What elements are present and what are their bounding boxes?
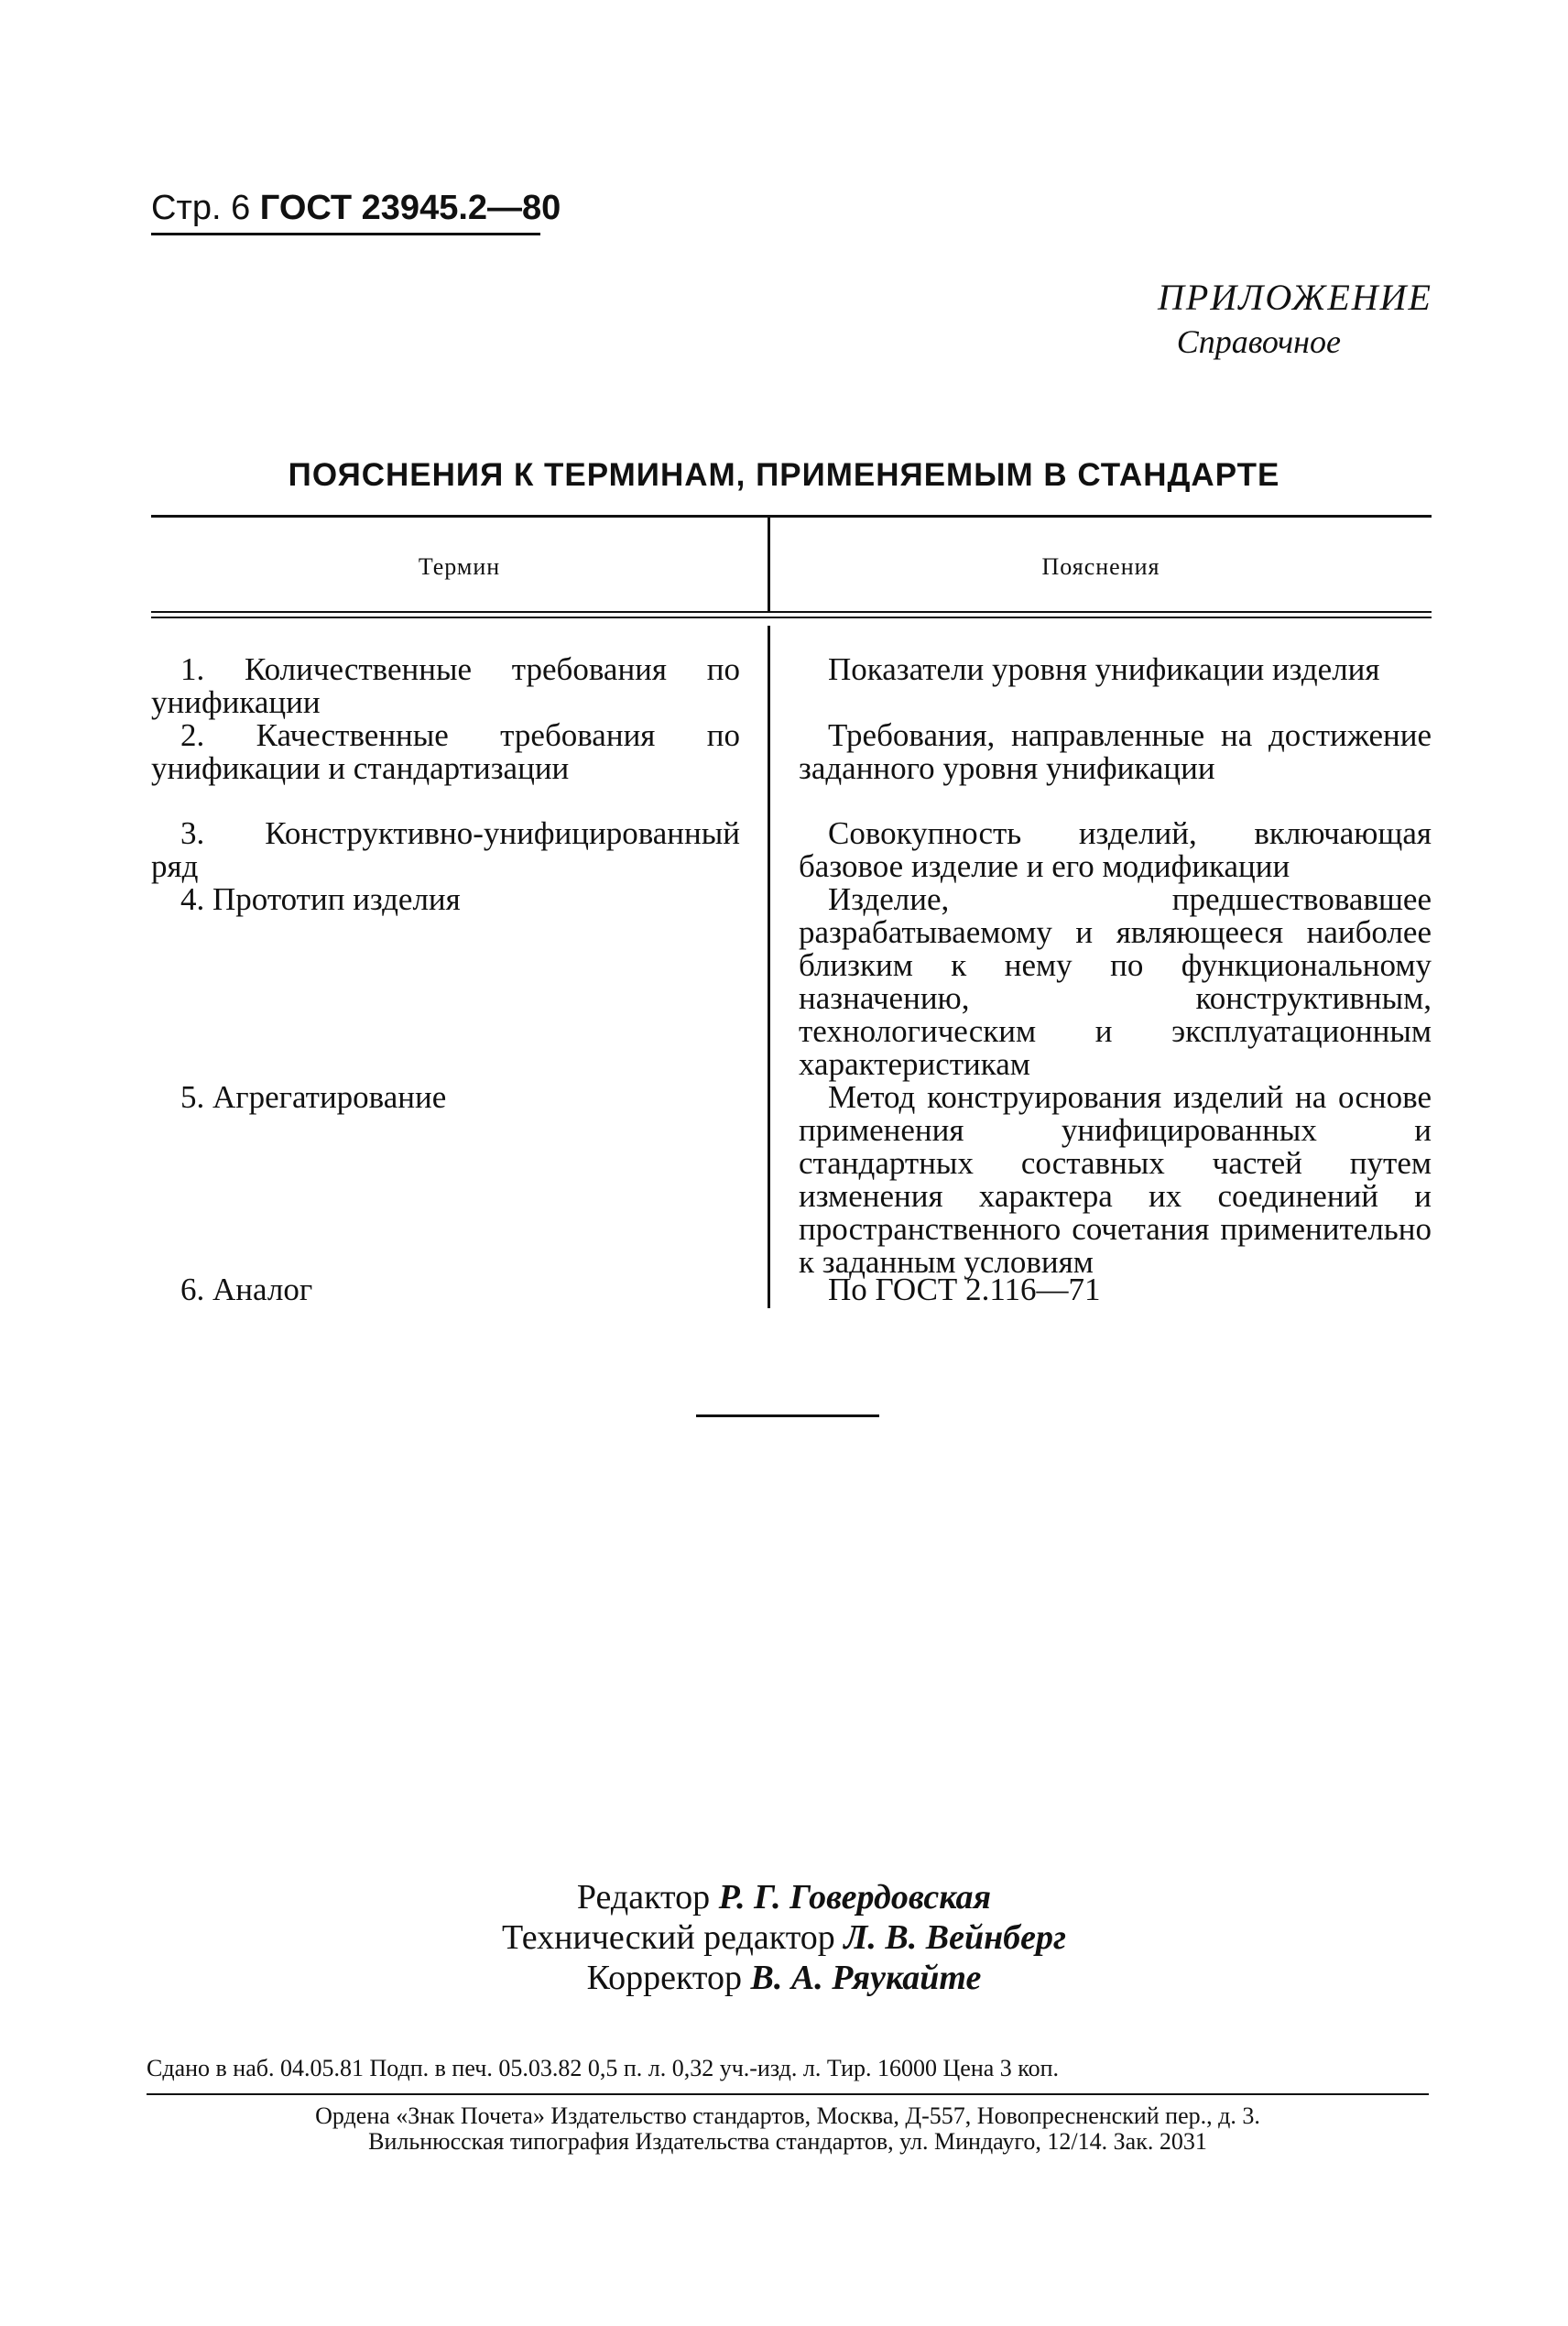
table-header-rule-lower <box>151 617 1432 618</box>
column-header-term: Термин <box>418 553 501 580</box>
table-row-explanation: По ГОСТ 2.116—71 <box>828 1272 1101 1307</box>
tech-editor-name: Л. В. Вейнберг <box>844 1918 1067 1957</box>
editor-label: Редактор <box>576 1878 711 1916</box>
table-row-term: 4. Прототип изделия <box>180 881 461 917</box>
table-row-explanation: Изделие, предшествовавшее разрабатываемому и являющееся наиболее близким к нему по функциональному назначению, конструктивным, технологическим и эксплуатационным характеристикам <box>799 881 1432 1082</box>
editor-line <box>0 1877 1568 1917</box>
header-rule <box>151 233 540 235</box>
table-header-rule-upper <box>151 611 1432 613</box>
table-row-term: 6. Аналог <box>180 1272 313 1307</box>
table-row-term: 5. Агрегатирование <box>180 1079 447 1115</box>
tech-editor-label: Технический редактор <box>501 1918 835 1957</box>
tech-editor-line <box>0 1917 1568 1958</box>
proofreader-label: Корректор <box>586 1959 743 1997</box>
imprint-publisher-line: Ордена «Знак Почета» Издательство стандартов, Москва, Д-557, Новопресненский пер., д. 3. <box>315 2102 1260 2129</box>
credits-block <box>0 1877 1568 1998</box>
table-top-rule <box>151 515 1432 518</box>
table-row-term: 3. Конструктивно-унифицированный ряд <box>151 815 740 884</box>
standard-number: ГОСТ 23945.2—80 <box>259 189 561 227</box>
page-header <box>151 186 561 230</box>
proofreader-line <box>0 1958 1568 1998</box>
editor-name: Р. Г. Говердовская <box>718 1878 992 1916</box>
document-title: ПОЯСНЕНИЯ К ТЕРМИНАМ, ПРИМЕНЯЕМЫМ В СТАНДАРТЕ <box>288 457 1280 493</box>
table-row-explanation: Метод конструирования изделий на основе применения унифицированных и стандартных составных частей путем изменения характера их соединений и пространственного сочетания применительно к заданным условиям <box>799 1079 1432 1280</box>
imprint-print-data: Сдано в наб. 04.05.81 Подп. в печ. 05.03.82 0,5 п. л. 0,32 уч.-изд. л. Тир. 16000 Цена 3 коп. <box>147 2055 1059 2081</box>
table-row-term: 2. Качественные требования по унификации и стандартизации <box>151 717 740 786</box>
page-number: Стр. 6 <box>151 189 251 227</box>
column-header-explanation: Пояснения <box>1041 553 1160 580</box>
appendix-type: Справочное <box>1176 323 1341 360</box>
appendix-block <box>1158 275 1432 363</box>
table-row-explanation: Показатели уровня унификации изделия <box>828 651 1380 687</box>
appendix-label: ПРИЛОЖЕНИЕ <box>1158 277 1432 318</box>
end-rule <box>696 1414 879 1417</box>
imprint-publisher <box>147 2103 1429 2155</box>
imprint-rule <box>147 2093 1429 2095</box>
table-row-explanation: Требования, направленные на достижение заданного уровня унификации <box>799 717 1432 786</box>
imprint-printer-line: Вильнюсская типография Издательства стандартов, ул. Миндауго, 12/14. Зак. 2031 <box>368 2128 1207 2155</box>
column-divider-body <box>768 626 770 1308</box>
table-row-explanation: Совокупность изделий, включающая базовое изделие и его модификации <box>799 815 1432 884</box>
proofreader-name: В. А. Ряукайте <box>750 1959 982 1997</box>
table-row-term: 1. Количественные требования по унификации <box>151 651 740 720</box>
